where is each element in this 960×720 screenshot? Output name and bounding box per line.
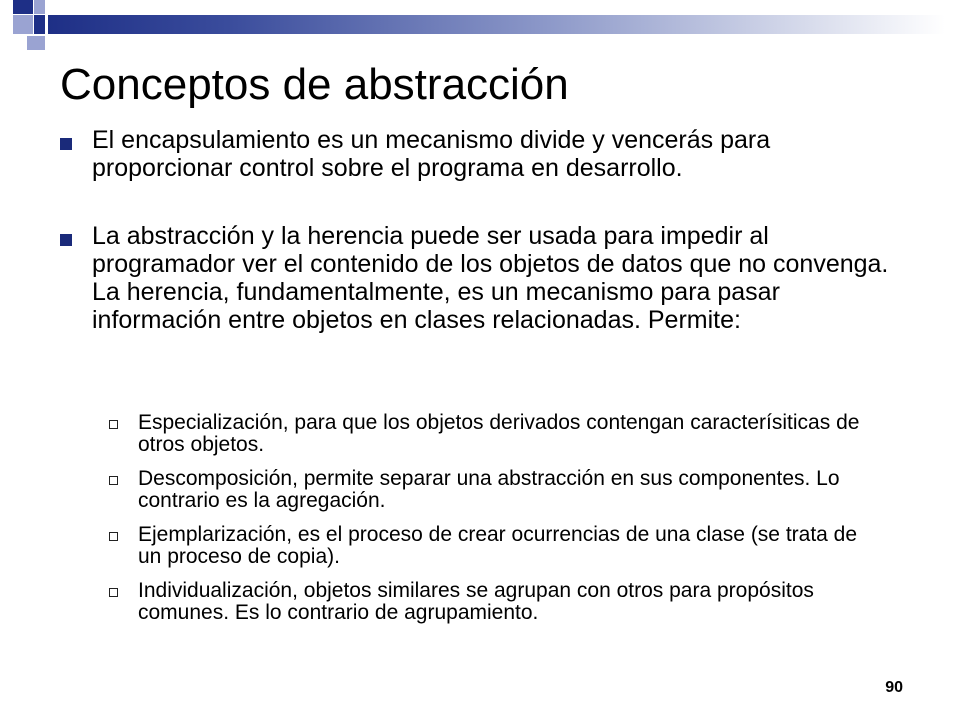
deco-square xyxy=(34,15,45,34)
sub-bullet-item: Especialización, para que los objetos derivados contengan caracterísiticas de otros objetos. xyxy=(138,411,860,456)
header-gradient-bar xyxy=(48,15,945,34)
sub-bullet-marker xyxy=(109,588,118,597)
bullet-item: La abstracción y la herencia puede ser usada para impedir al programador ver el contenido de los objetos de datos que no convenga. La herencia, fundamentalmente, es un mecanismo para pasar información entre objetos en clases relacionadas. Permite: xyxy=(92,222,889,334)
page-number: 90 xyxy=(885,679,903,696)
deco-square xyxy=(27,36,45,50)
bullet-marker xyxy=(60,234,72,246)
deco-square xyxy=(34,0,45,14)
bullet-item: El encapsulamiento es un mecanismo divide y vencerás para proporcionar control sobre el programa en desarrollo. xyxy=(92,126,771,182)
deco-square xyxy=(13,15,33,34)
sub-bullet-marker xyxy=(109,476,118,485)
deco-square xyxy=(13,0,33,14)
sub-bullet-item: Descomposición, permite separar una abstracción en sus componentes. Lo contrario es la agregación. xyxy=(138,467,840,512)
sub-bullet-item: Individualización, objetos similares se agrupan con otros para propósitos comunes. Es lo contrario de agrupamiento. xyxy=(138,579,814,624)
slide-title: Conceptos de abstracción xyxy=(60,60,569,109)
sub-bullet-marker xyxy=(109,532,118,541)
bullet-marker xyxy=(60,138,72,150)
sub-bullet-item: Ejemplarización, es el proceso de crear ocurrencias de una clase (se trata de un proceso de copia). xyxy=(138,523,858,568)
sub-bullet-marker xyxy=(109,420,118,429)
